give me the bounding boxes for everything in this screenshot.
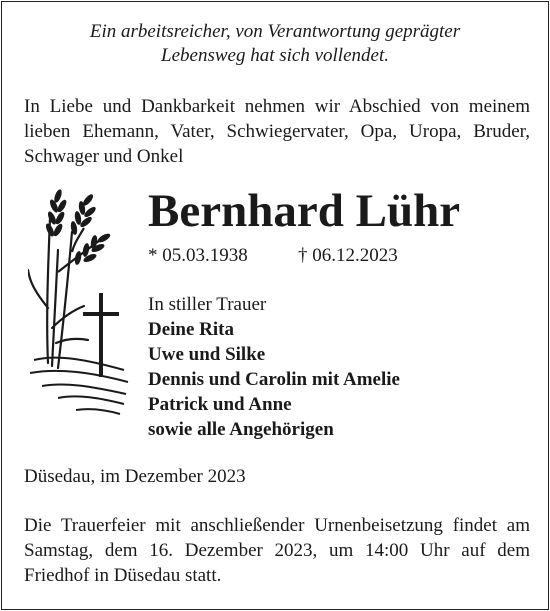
death-date: † 06.12.2023	[298, 245, 398, 266]
mourner-name: sowie alle Angehörigen	[148, 419, 334, 440]
life-dates	[148, 244, 528, 268]
mourner-name: Dennis und Carolin mit Amelie	[148, 369, 400, 390]
motto-line-1: Ein arbeitsreicher, von Verantwortung geprägter	[89, 21, 461, 42]
funeral-info: Die Trauerfeier mit anschließender Urnenbeisetzung findet am Samstag, dem 16. Dezember 2023, um 14:00 Uhr auf dem Friedhof in Düsedau statt.	[24, 515, 530, 586]
birth-date: * 05.03.1938	[148, 245, 248, 266]
mourner-name: Patrick und Anne	[148, 394, 292, 415]
mourners-list	[148, 292, 400, 442]
motto-line-2: Lebensweg hat sich vollendet.	[161, 45, 389, 66]
mourner-name: Uwe und Silke	[148, 344, 266, 365]
motto	[0, 20, 550, 68]
intro-text: In Liebe und Dankbarkeit nehmen wir Abschied von meinem lieben Ehemann, Vater, Schwiegervater, Opa, Uropa, Bruder, Schwager und Onkel	[24, 96, 530, 167]
mourner-name: Deine Rita	[148, 319, 235, 340]
deceased-name: Bernhard Lühr	[148, 185, 461, 237]
mourners-heading: In stiller Trauer	[148, 294, 267, 315]
wheat-and-cross-icon	[28, 188, 133, 420]
place-and-date: Düsedau, im Dezember 2023	[24, 466, 246, 487]
